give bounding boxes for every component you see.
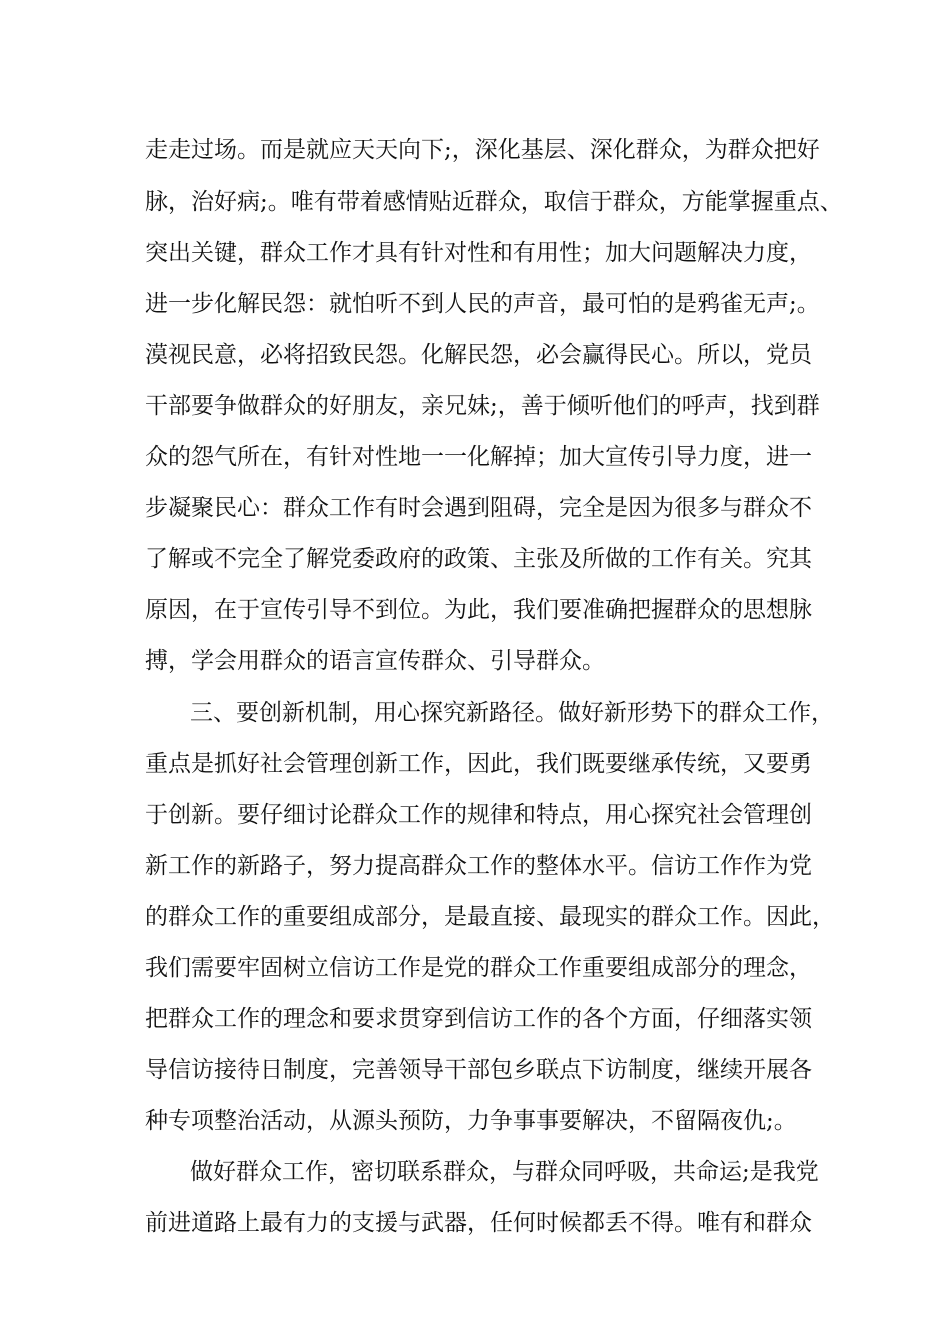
text-line: 脉，治好病;。唯有带着感情贴近群众，取信于群众，方能掌握重点、 — [145, 189, 843, 215]
text-line: 走走过场。而是就应天天向下;，深化基层、深化群众，为群众把好 — [145, 137, 820, 163]
paragraph-first-line: 做好群众工作，密切联系群众，与群众同呼吸，共命运;是我党 — [190, 1159, 819, 1185]
text-line: 种专项整治活动，从源头预防，力争事事要解决，不留隔夜仇;。 — [145, 1108, 797, 1134]
text-line: 进一步化解民怨：就怕听不到人民的声音，最可怕的是鸦雀无声;。 — [145, 291, 820, 317]
text-line: 众的怨气所在，有针对性地一一化解掉；加大宣传引导力度，进一 — [145, 444, 812, 470]
text-line: 的群众工作的重要组成部分，是最直接、最现实的群众工作。因此， — [145, 904, 835, 930]
text-line: 突出关键，群众工作才具有针对性和有用性；加大问题解决力度， — [145, 240, 812, 266]
text-line: 漠视民意，必将招致民怨。化解民怨，必会赢得民心。所以，党员 — [145, 342, 812, 368]
text-line: 步凝聚民心：群众工作有时会遇到阻碍，完全是因为很多与群众不 — [145, 495, 812, 521]
text-line: 把群众工作的理念和要求贯穿到信访工作的各个方面，仔细落实领 — [145, 1006, 812, 1032]
text-line: 重点是抓好社会管理创新工作，因此，我们既要继承传统，又要勇 — [145, 751, 812, 777]
text-line: 干部要争做群众的好朋友，亲兄妹;，善于倾听他们的呼声，找到群 — [145, 393, 820, 419]
text-line: 了解或不完全了解党委政府的政策、主张及所做的工作有关。究其 — [145, 546, 812, 572]
text-line: 导信访接待日制度，完善领导干部包乡联点下访制度，继续开展各 — [145, 1057, 812, 1083]
text-line: 原因，在于宣传引导不到位。为此，我们要准确把握群众的思想脉 — [145, 597, 812, 623]
text-line: 我们需要牢固树立信访工作是党的群众工作重要组成部分的理念， — [145, 955, 812, 981]
text-line: 新工作的新路子，努力提高群众工作的整体水平。信访工作作为党 — [145, 853, 812, 879]
text-line: 前进道路上最有力的支援与武器，任何时候都丢不得。唯有和群众 — [145, 1210, 812, 1236]
paragraph-first-line: 三、要创新机制，用心探究新路径。做好新形势下的群众工作， — [190, 700, 834, 726]
text-line: 搏，学会用群众的语言宣传群众、引导群众。 — [145, 648, 605, 674]
text-line: 于创新。要仔细讨论群众工作的规律和特点，用心探究社会管理创 — [145, 802, 812, 828]
